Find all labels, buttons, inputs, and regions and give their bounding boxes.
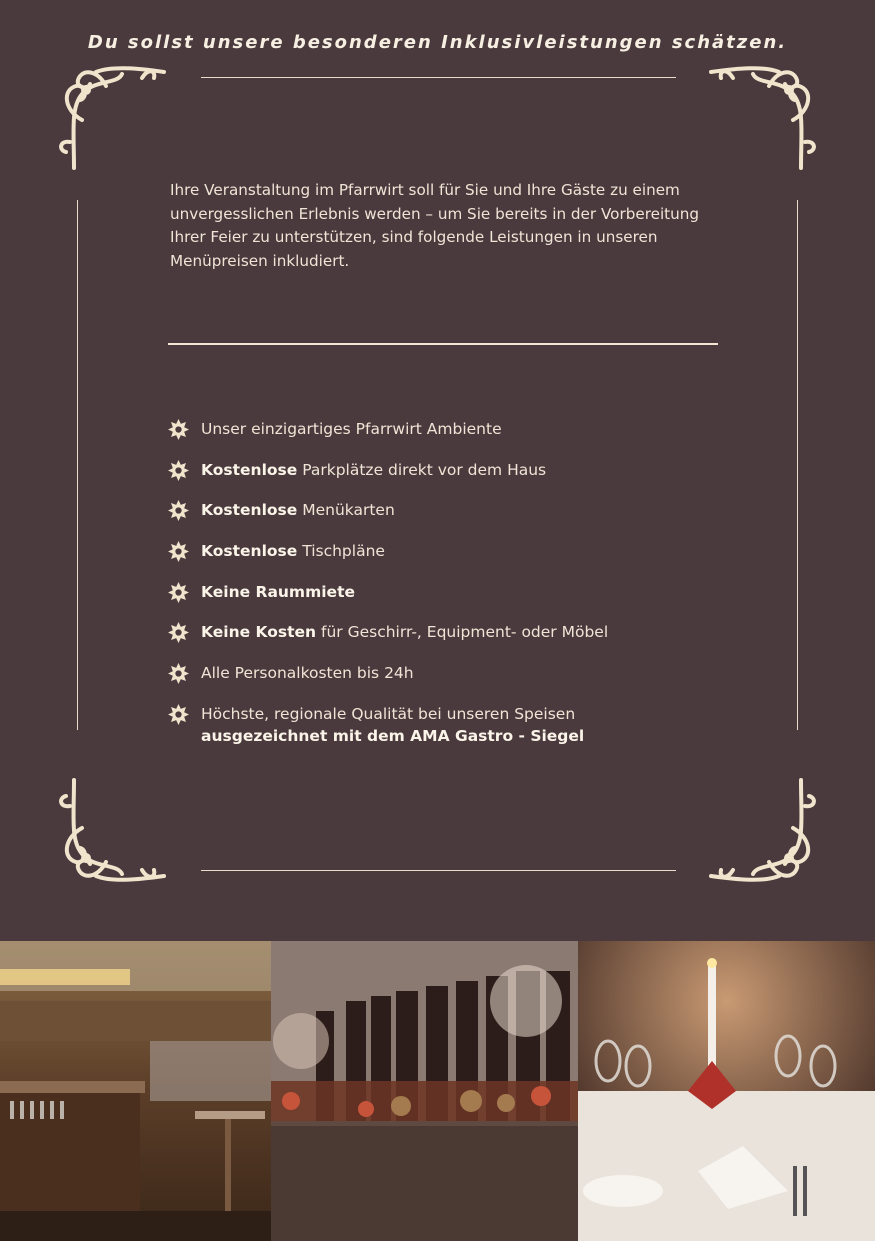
list-item: [168, 540, 768, 581]
list-item: [168, 499, 768, 540]
star-flower-icon: [168, 663, 189, 684]
dinner-table-photo: [578, 941, 875, 1241]
list-item: [168, 581, 768, 622]
benefit-text: Höchste, regionale Qualität bei unseren Speisen: [201, 704, 576, 723]
benefit-line2: ausgezeichnet mit dem AMA Gastro - Siegel: [201, 726, 585, 745]
star-flower-icon: [168, 582, 189, 603]
benefit-text: Alle Personalkosten bis 24h: [201, 664, 414, 683]
ornament-corner-icon: [56, 778, 166, 888]
benefit-text: Unser einzigartiges Pfarrwirt Ambiente: [201, 420, 502, 438]
bottom-divider: [201, 870, 676, 871]
list-item: [168, 621, 768, 662]
ornament-corner-icon: [709, 60, 819, 170]
benefit-strong: Keine Raummiete: [201, 582, 355, 601]
star-flower-icon: [168, 622, 189, 643]
benefit-strong: Kostenlose: [201, 501, 298, 520]
list-item: [168, 703, 768, 753]
right-border: [797, 200, 798, 730]
ornament-corner-icon: [56, 60, 166, 170]
list-item: [168, 662, 768, 703]
benefit-strong: Kostenlose: [201, 460, 298, 479]
left-border: [77, 200, 78, 730]
section-rule: [168, 343, 718, 345]
benefit-strong: Kostenlose: [201, 542, 298, 561]
benefit-strong: Keine Kosten: [201, 623, 317, 642]
star-flower-icon: [168, 460, 189, 481]
bar-interior-photo: [0, 941, 271, 1241]
benefit-text: Menükarten: [297, 501, 395, 520]
benefit-text: für Geschirr-, Equipment- oder Möbel: [316, 623, 609, 642]
star-flower-icon: [168, 500, 189, 521]
ornament-corner-icon: [709, 778, 819, 888]
list-item: [168, 459, 768, 500]
photo-strip: [0, 941, 875, 1241]
top-divider: [201, 77, 676, 78]
wine-bottles-photo: [271, 941, 578, 1241]
list-item: [168, 418, 768, 459]
star-flower-icon: [168, 419, 189, 440]
star-flower-icon: [168, 541, 189, 562]
headline: Du sollst unsere besonderen Inklusivleistungen schätzen.: [87, 32, 788, 53]
star-flower-icon: [168, 704, 189, 725]
benefits-list: [168, 418, 768, 753]
benefit-text: Parkplätze direkt vor dem Haus: [297, 460, 547, 479]
intro-paragraph: Ihre Veranstaltung im Pfarrwirt soll für Sie und Ihre Gäste zu einem unvergesslichen Erlebnis werden – um Sie bereits in der Vorbereitung Ihrer Feier zu unterstützen, sind folgende Leistungen in unseren Menüpreisen inkludiert.: [170, 181, 700, 270]
benefit-text: Tischpläne: [297, 542, 385, 561]
